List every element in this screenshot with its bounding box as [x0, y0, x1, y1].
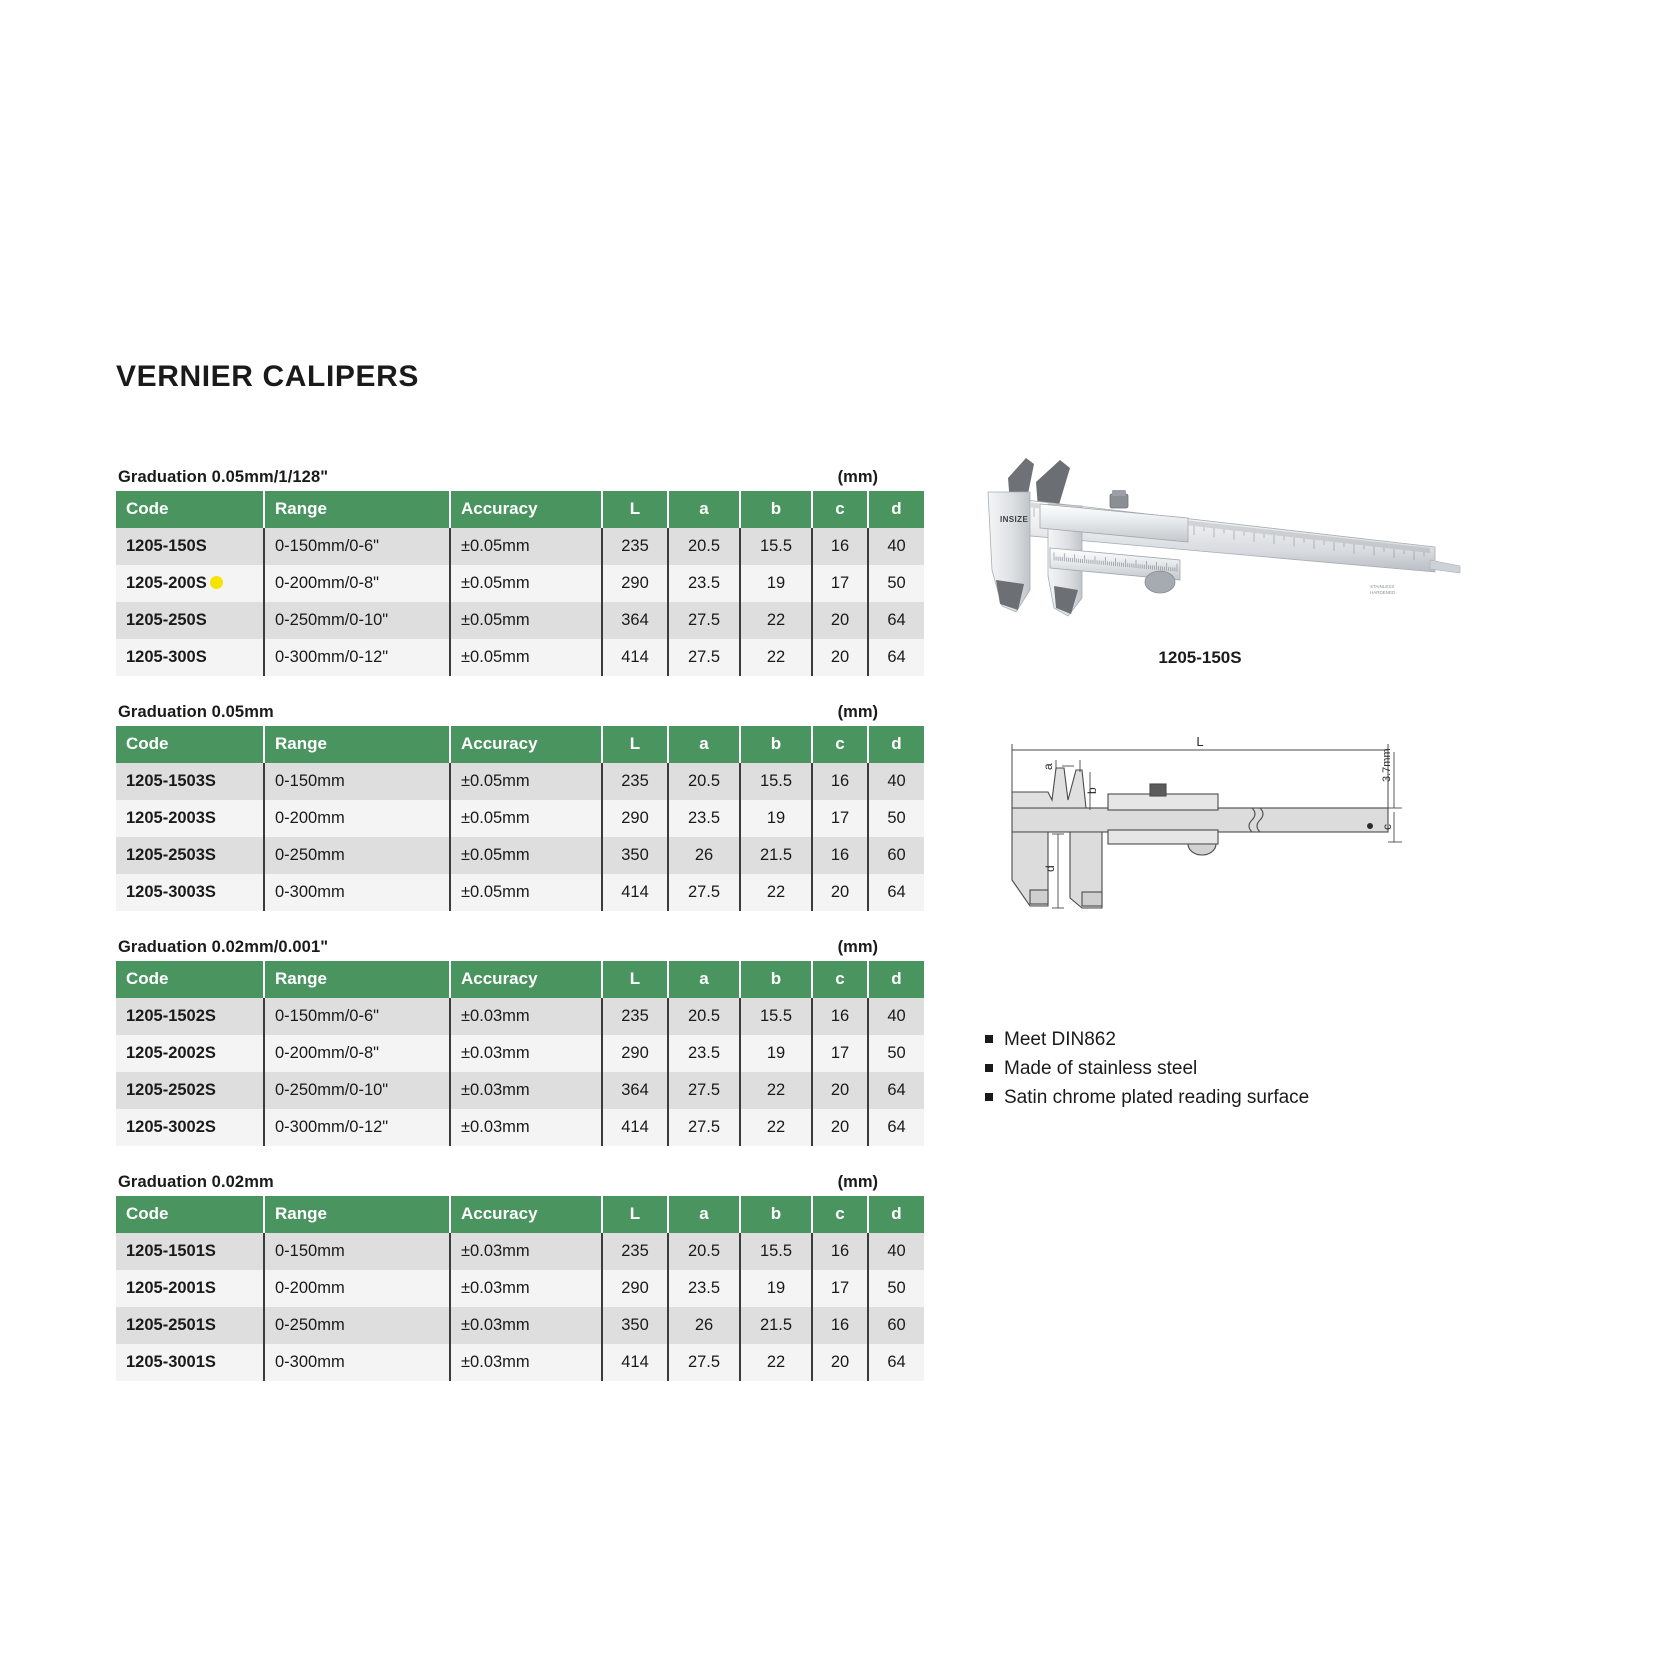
table-unit-label: (mm): [837, 703, 878, 721]
product-code: 1205-150S: [126, 537, 207, 555]
cell-range: 0-250mm/0-10": [264, 602, 450, 639]
product-photo: [930, 430, 1470, 630]
cell-b: 22: [740, 639, 812, 676]
cell-b: 22: [740, 874, 812, 911]
cell-accuracy: ±0.03mm: [450, 1109, 602, 1146]
table-caption: Graduation 0.05mm: [118, 703, 274, 721]
product-photo-caption: 1205-150S: [1158, 648, 1242, 667]
column-header: b: [740, 1196, 812, 1233]
cell-a: 26: [668, 1307, 740, 1344]
spec-table-block: [116, 1173, 906, 1381]
product-code: 1205-250S: [126, 611, 207, 629]
cell-range: 0-300mm/0-12": [264, 1109, 450, 1146]
cell-d: 40: [868, 1233, 924, 1270]
column-header: L: [602, 1196, 668, 1233]
cell-range: 0-150mm/0-6": [264, 998, 450, 1035]
product-code-cell: [116, 1344, 264, 1381]
cell-a: 20.5: [668, 998, 740, 1035]
cell-L: 414: [602, 1344, 668, 1381]
cell-a: 27.5: [668, 1109, 740, 1146]
column-header: b: [740, 961, 812, 998]
feature-text: Made of stainless steel: [1004, 1058, 1198, 1079]
cell-a: 26: [668, 837, 740, 874]
page-title: VERNIER CALIPERS: [116, 360, 419, 394]
product-code: 1205-2002S: [126, 1044, 216, 1062]
cell-L: 235: [602, 763, 668, 800]
product-code: 1205-200S: [126, 574, 207, 592]
cell-L: 414: [602, 1109, 668, 1146]
cell-c: 16: [812, 1307, 868, 1344]
feature-list: [985, 1025, 1309, 1112]
svg-text:HARDENED: HARDENED: [1370, 590, 1396, 595]
cell-range: 0-200mm/0-8": [264, 1035, 450, 1072]
spec-table: [116, 961, 924, 1146]
product-code: 1205-2501S: [126, 1316, 216, 1334]
table-unit-label: (mm): [837, 1173, 878, 1191]
highlight-dot-icon: [210, 576, 223, 589]
cell-accuracy: ±0.03mm: [450, 1270, 602, 1307]
column-header: d: [868, 491, 924, 528]
cell-d: 64: [868, 1344, 924, 1381]
cell-a: 23.5: [668, 1035, 740, 1072]
dim-label-b: b: [1085, 787, 1099, 794]
cell-c: 17: [812, 1270, 868, 1307]
cell-a: 20.5: [668, 528, 740, 565]
feature-item: [985, 1054, 1309, 1083]
product-code-cell: [116, 874, 264, 911]
table-row: [116, 874, 924, 911]
cell-a: 27.5: [668, 639, 740, 676]
cell-accuracy: ±0.05mm: [450, 763, 602, 800]
spec-table: [116, 1196, 924, 1381]
product-code: 1205-1501S: [126, 1242, 216, 1260]
brand-logo-engraving: [1000, 515, 1028, 524]
product-code: 1205-2003S: [126, 809, 216, 827]
table-row: [116, 1035, 924, 1072]
feature-text: Meet DIN862: [1004, 1029, 1116, 1050]
dim-label-c: c: [1380, 824, 1394, 830]
column-header: a: [668, 1196, 740, 1233]
column-header: Range: [264, 491, 450, 528]
column-header: Range: [264, 961, 450, 998]
column-header: Range: [264, 1196, 450, 1233]
product-code-cell: [116, 1109, 264, 1146]
product-code: 1205-3001S: [126, 1353, 216, 1371]
cell-L: 364: [602, 1072, 668, 1109]
cell-L: 290: [602, 800, 668, 837]
cell-a: 20.5: [668, 1233, 740, 1270]
dim-label-thickness: 3.7mm: [1381, 748, 1393, 782]
cell-c: 20: [812, 874, 868, 911]
table-row: [116, 1344, 924, 1381]
product-code: 1205-300S: [126, 648, 207, 666]
cell-b: 22: [740, 1072, 812, 1109]
cell-a: 23.5: [668, 565, 740, 602]
table-header-row: [116, 726, 924, 763]
spec-table-block: [116, 468, 906, 676]
cell-c: 20: [812, 1344, 868, 1381]
product-code: 1205-1502S: [126, 1007, 216, 1025]
cell-L: 235: [602, 528, 668, 565]
column-header: Accuracy: [450, 491, 602, 528]
cell-d: 50: [868, 1270, 924, 1307]
cell-L: 290: [602, 565, 668, 602]
cell-L: 350: [602, 837, 668, 874]
cell-range: 0-200mm: [264, 800, 450, 837]
product-code-cell: [116, 1233, 264, 1270]
column-header: d: [868, 726, 924, 763]
cell-L: 235: [602, 998, 668, 1035]
product-code-cell: [116, 1307, 264, 1344]
svg-text:STAINLESS: STAINLESS: [1370, 584, 1395, 589]
spec-table-block: [116, 938, 906, 1146]
cell-d: 64: [868, 1109, 924, 1146]
cell-L: 235: [602, 1233, 668, 1270]
table-caption-row: [116, 1173, 884, 1196]
column-header: Accuracy: [450, 726, 602, 763]
table-row: [116, 837, 924, 874]
cell-accuracy: ±0.03mm: [450, 1035, 602, 1072]
cell-c: 16: [812, 837, 868, 874]
table-row: [116, 998, 924, 1035]
table-unit-label: (mm): [837, 468, 878, 486]
column-header: c: [812, 961, 868, 998]
column-header: a: [668, 491, 740, 528]
cell-accuracy: ±0.05mm: [450, 837, 602, 874]
column-header: a: [668, 961, 740, 998]
table-header-row: [116, 1196, 924, 1233]
cell-b: 21.5: [740, 1307, 812, 1344]
cell-range: 0-300mm: [264, 874, 450, 911]
product-illustration-column: [930, 430, 1530, 1108]
spec-table-block: [116, 703, 906, 911]
cell-range: 0-300mm/0-12": [264, 639, 450, 676]
product-code-cell: [116, 800, 264, 837]
table-row: [116, 639, 924, 676]
product-code-cell: [116, 565, 264, 602]
table-row: [116, 1072, 924, 1109]
table-row: [116, 1109, 924, 1146]
cell-accuracy: ±0.03mm: [450, 1307, 602, 1344]
cell-accuracy: ±0.03mm: [450, 1233, 602, 1270]
cell-range: 0-250mm: [264, 837, 450, 874]
product-code: 1205-2001S: [126, 1279, 216, 1297]
product-code-cell: [116, 1270, 264, 1307]
cell-c: 20: [812, 639, 868, 676]
cell-c: 16: [812, 528, 868, 565]
cell-accuracy: ±0.05mm: [450, 639, 602, 676]
cell-d: 40: [868, 763, 924, 800]
column-header: L: [602, 726, 668, 763]
table-unit-label: (mm): [837, 938, 878, 956]
table-header-row: [116, 961, 924, 998]
cell-range: 0-250mm: [264, 1307, 450, 1344]
column-header: d: [868, 961, 924, 998]
cell-c: 17: [812, 1035, 868, 1072]
cell-a: 23.5: [668, 800, 740, 837]
cell-b: 19: [740, 565, 812, 602]
cell-b: 19: [740, 1270, 812, 1307]
cell-a: 27.5: [668, 1072, 740, 1109]
cell-d: 60: [868, 1307, 924, 1344]
column-header: c: [812, 491, 868, 528]
table-row: [116, 763, 924, 800]
cell-d: 50: [868, 565, 924, 602]
cell-d: 64: [868, 602, 924, 639]
product-code-cell: [116, 528, 264, 565]
cell-b: 19: [740, 1035, 812, 1072]
cell-a: 27.5: [668, 1344, 740, 1381]
cell-range: 0-200mm: [264, 1270, 450, 1307]
product-code-cell: [116, 602, 264, 639]
table-row: [116, 565, 924, 602]
cell-a: 27.5: [668, 602, 740, 639]
product-code: 1205-2502S: [126, 1081, 216, 1099]
cell-accuracy: ±0.05mm: [450, 874, 602, 911]
cell-b: 15.5: [740, 1233, 812, 1270]
cell-b: 15.5: [740, 998, 812, 1035]
square-bullet-icon: [985, 1064, 993, 1072]
column-header: c: [812, 726, 868, 763]
cell-L: 290: [602, 1035, 668, 1072]
spec-table: [116, 491, 924, 676]
cell-c: 16: [812, 1233, 868, 1270]
cell-accuracy: ±0.03mm: [450, 1072, 602, 1109]
column-header: c: [812, 1196, 868, 1233]
cell-range: 0-150mm: [264, 1233, 450, 1270]
product-code: 1205-3003S: [126, 883, 216, 901]
product-code: 1205-2503S: [126, 846, 216, 864]
cell-a: 27.5: [668, 874, 740, 911]
column-header: Accuracy: [450, 1196, 602, 1233]
column-header: Accuracy: [450, 961, 602, 998]
dim-label-L: L: [1196, 734, 1204, 749]
spec-tables-column: [116, 468, 906, 1408]
table-row: [116, 800, 924, 837]
column-header: L: [602, 961, 668, 998]
cell-d: 64: [868, 874, 924, 911]
product-code-cell: [116, 998, 264, 1035]
table-caption: Graduation 0.02mm/0.001": [118, 938, 329, 956]
table-row: [116, 1270, 924, 1307]
cell-c: 17: [812, 565, 868, 602]
cell-b: 22: [740, 602, 812, 639]
product-code-cell: [116, 639, 264, 676]
cell-L: 350: [602, 1307, 668, 1344]
cell-b: 21.5: [740, 837, 812, 874]
table-header-row: [116, 491, 924, 528]
table-caption-row: [116, 938, 884, 961]
cell-d: 50: [868, 1035, 924, 1072]
cell-L: 364: [602, 602, 668, 639]
column-header: Code: [116, 491, 264, 528]
cell-c: 20: [812, 602, 868, 639]
cell-range: 0-250mm/0-10": [264, 1072, 450, 1109]
cell-accuracy: ±0.05mm: [450, 602, 602, 639]
cell-c: 16: [812, 763, 868, 800]
cell-d: 50: [868, 800, 924, 837]
table-caption-row: [116, 703, 884, 726]
square-bullet-icon: [985, 1035, 993, 1043]
table-caption: Graduation 0.02mm: [118, 1173, 274, 1191]
cell-d: 60: [868, 837, 924, 874]
cell-b: 22: [740, 1109, 812, 1146]
column-header: b: [740, 726, 812, 763]
column-header: Code: [116, 726, 264, 763]
cell-b: 19: [740, 800, 812, 837]
column-header: Code: [116, 1196, 264, 1233]
cell-L: 414: [602, 874, 668, 911]
product-code-cell: [116, 837, 264, 874]
cell-accuracy: ±0.05mm: [450, 800, 602, 837]
cell-a: 23.5: [668, 1270, 740, 1307]
cell-d: 40: [868, 998, 924, 1035]
column-header: L: [602, 491, 668, 528]
cell-c: 16: [812, 998, 868, 1035]
table-row: [116, 602, 924, 639]
table-caption: Graduation 0.05mm/1/128": [118, 468, 329, 486]
dimension-drawing: [990, 730, 1410, 910]
product-code: 1205-3002S: [126, 1118, 216, 1136]
cell-a: 20.5: [668, 763, 740, 800]
dim-label-d: d: [1043, 865, 1057, 872]
cell-d: 64: [868, 1072, 924, 1109]
cell-range: 0-300mm: [264, 1344, 450, 1381]
product-code-cell: [116, 1072, 264, 1109]
cell-range: 0-200mm/0-8": [264, 565, 450, 602]
cell-range: 0-150mm/0-6": [264, 528, 450, 565]
spec-table: [116, 726, 924, 911]
feature-text: Satin chrome plated reading surface: [1004, 1087, 1310, 1108]
column-header: a: [668, 726, 740, 763]
cell-b: 22: [740, 1344, 812, 1381]
table-row: [116, 1233, 924, 1270]
cell-b: 15.5: [740, 528, 812, 565]
cell-c: 20: [812, 1109, 868, 1146]
product-code-cell: [116, 1035, 264, 1072]
cell-range: 0-150mm: [264, 763, 450, 800]
cell-c: 17: [812, 800, 868, 837]
product-code: 1205-1503S: [126, 772, 216, 790]
column-header: Code: [116, 961, 264, 998]
cell-accuracy: ±0.03mm: [450, 998, 602, 1035]
cell-L: 290: [602, 1270, 668, 1307]
cell-d: 40: [868, 528, 924, 565]
cell-accuracy: ±0.05mm: [450, 528, 602, 565]
table-row: [116, 1307, 924, 1344]
column-header: Range: [264, 726, 450, 763]
square-bullet-icon: [985, 1093, 993, 1101]
cell-L: 414: [602, 639, 668, 676]
column-header: b: [740, 491, 812, 528]
column-header: d: [868, 1196, 924, 1233]
feature-item: [985, 1083, 1309, 1112]
product-code-cell: [116, 763, 264, 800]
cell-d: 64: [868, 639, 924, 676]
feature-item: [985, 1025, 1309, 1054]
cell-c: 20: [812, 1072, 868, 1109]
cell-accuracy: ±0.03mm: [450, 1344, 602, 1381]
dim-label-a: a: [1041, 763, 1055, 770]
cell-b: 15.5: [740, 763, 812, 800]
table-row: [116, 528, 924, 565]
svg-text:INSIZE: INSIZE: [1000, 515, 1029, 524]
table-caption-row: [116, 468, 884, 491]
cell-accuracy: ±0.05mm: [450, 565, 602, 602]
